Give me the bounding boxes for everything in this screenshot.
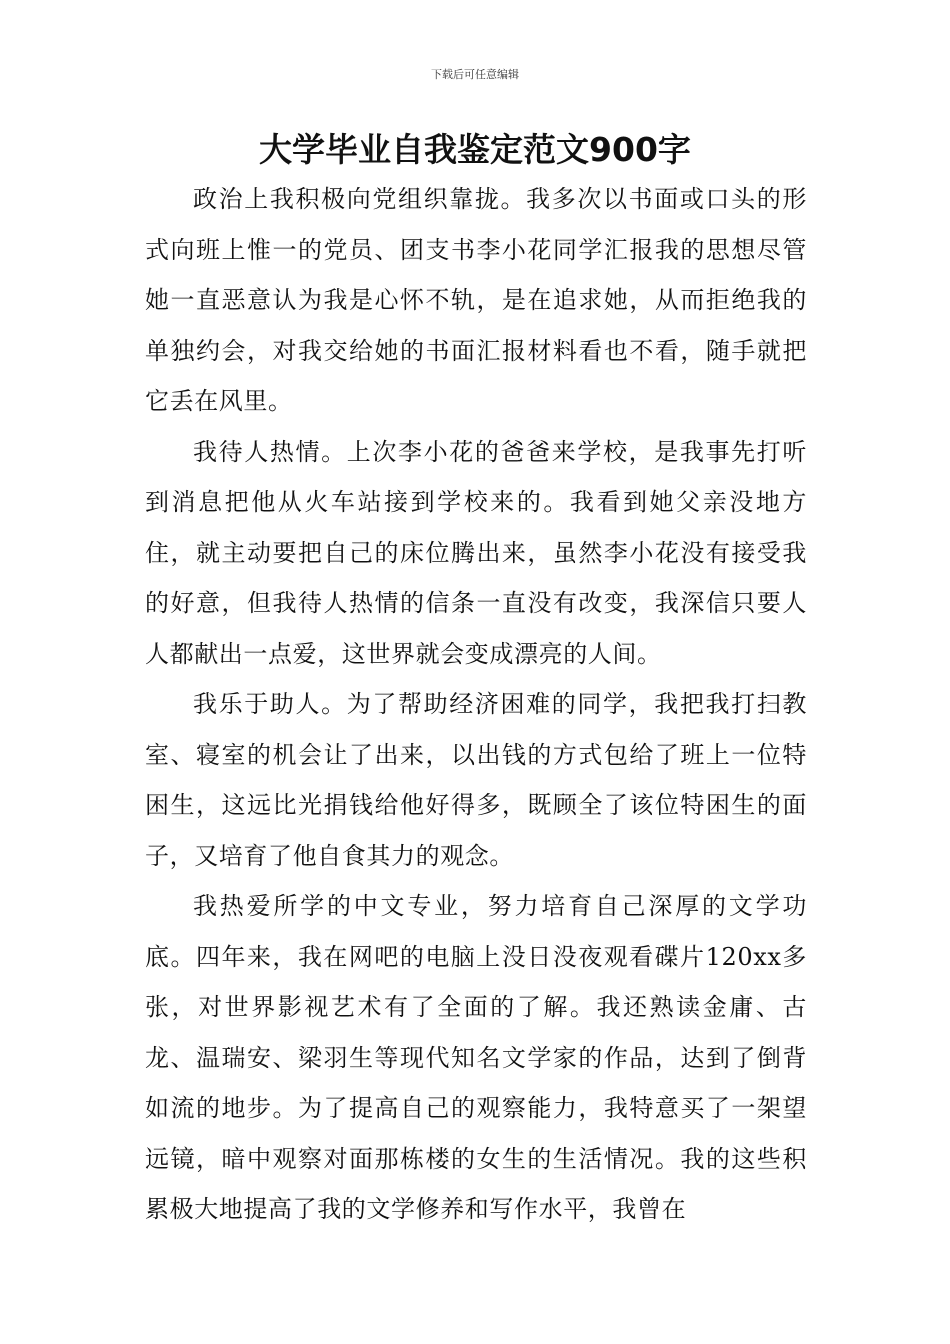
paragraph-2: 我待人热情。上次李小花的爸爸来学校，是我事先打听到消息把他从火车站接到学校来的。我看到她父亲没地方住，就主动要把自己的床位腾出来，虽然李小花没有接受我的好意，但我待人热情的信条一直没有改变，我深信只要人人都献出一点爱，这世界就会变成漂亮的人间。 xyxy=(145,437,807,668)
paragraph-3: 我乐于助人。为了帮助经济困难的同学，我把我打扫教室、寝室的机会让了出来，以出钱的方式包给了班上一位特困生，这远比光捐钱给他好得多，既顾全了该位特困生的面子，又培育了他自食其力的观念。 xyxy=(145,690,807,870)
paragraph-1: 政治上我积极向党组织靠拢。我多次以书面或口头的形式向班上惟一的党员、团支书李小花同学汇报我的思想尽管她一直恶意认为我是心怀不轨，是在追求她，从而拒绝我的单独约会，对我交给她的书面汇报材料看也不看，随手就把它丢在风里。 xyxy=(145,185,807,415)
document-title: 大学毕业自我鉴定范文900字 xyxy=(259,130,691,169)
paragraph-4: 我热爱所学的中文专业，努力培育自己深厚的文学功底。四年来，我在网吧的电脑上没日没夜观看碟片120xx多张，对世界影视艺术有了全面的了解。我还熟读金庸、古龙、温瑞安、梁羽生等现代知名文学家的作品，达到了倒背如流的地步。为了提高自己的观察能力，我特意买了一架望远镜，暗中观察对面那栋楼的女生的生活情况。我的这些积累极大地提高了我的文学修养和写作水平，我曾在 xyxy=(145,892,807,1223)
header-note: 下载后可任意编辑 xyxy=(431,68,519,81)
document-body xyxy=(145,174,807,1235)
